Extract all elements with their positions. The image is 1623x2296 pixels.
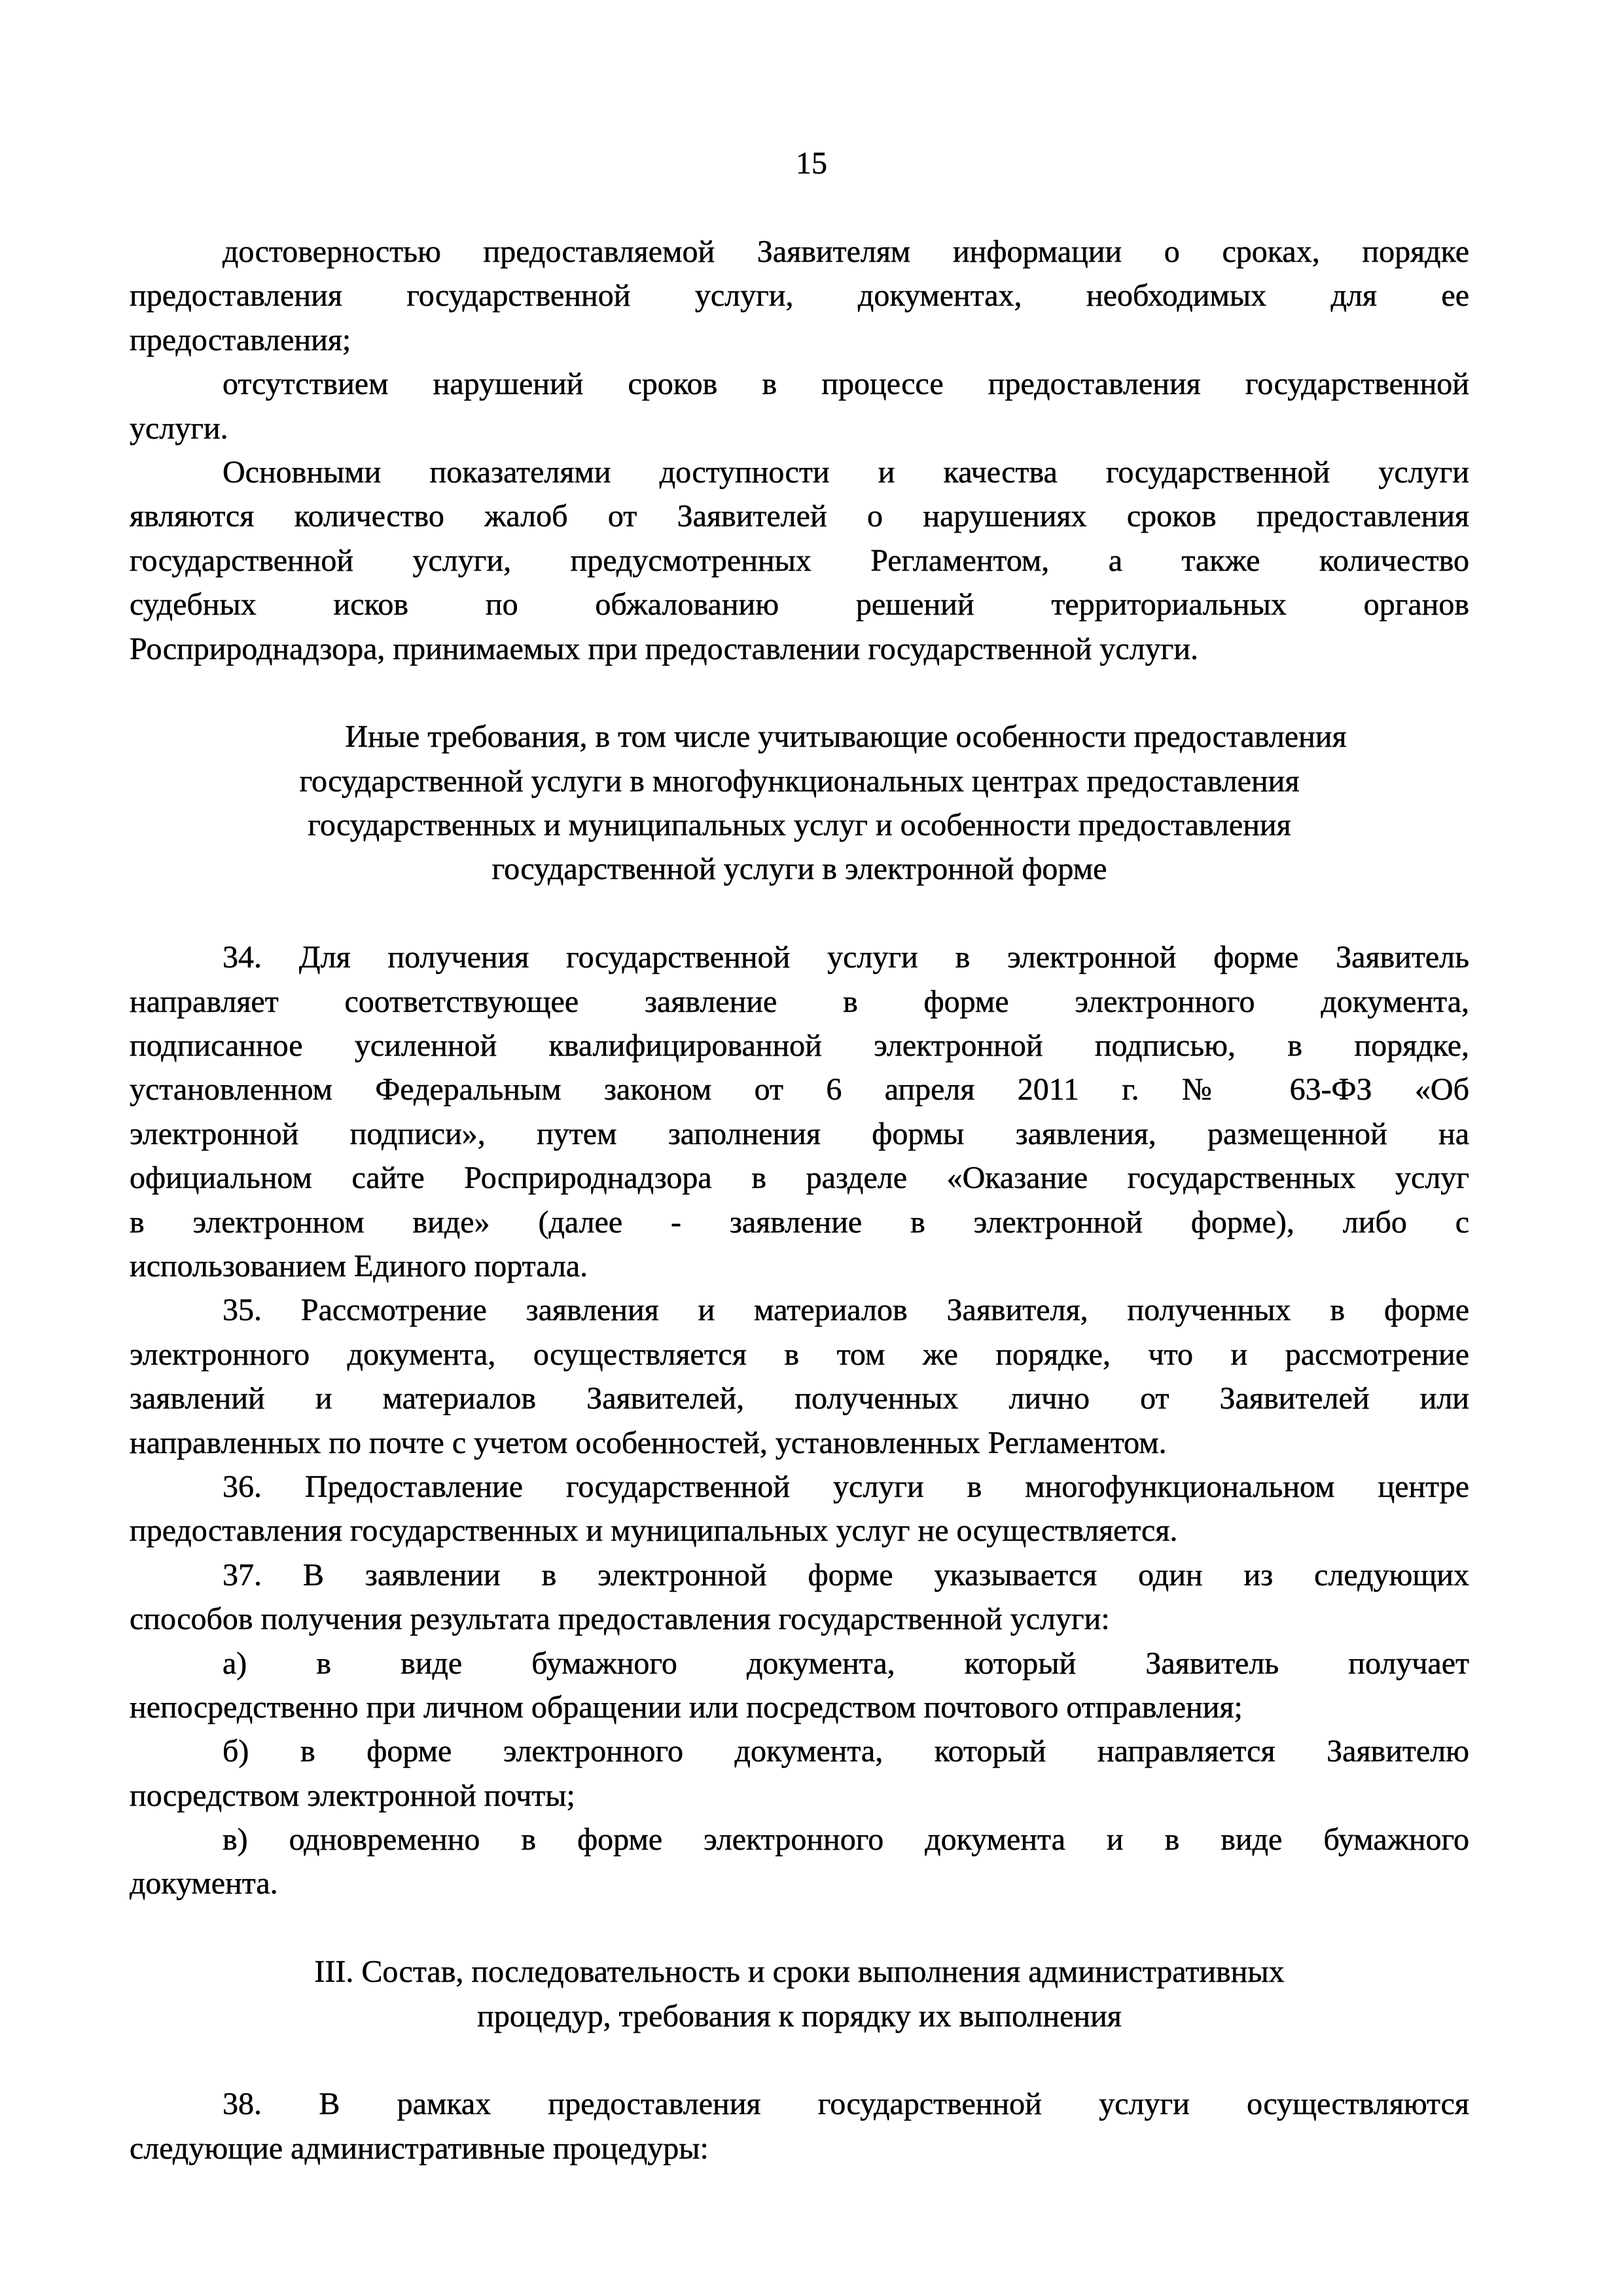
- text-line: III. Состав, последовательность и сроки выполнения административных: [314, 1954, 1285, 1990]
- text-line: 35. Рассмотрение заявления и материалов Заявителя, полученных в форме: [223, 1293, 1469, 1328]
- text-line: услуги.: [130, 410, 228, 446]
- paragraph: [130, 1288, 1469, 1465]
- text-line: 34. Для получения государственной услуги в электронной форме Заявитель: [223, 940, 1469, 975]
- text-line: направленных по почте с учетом особенностей, установленных Регламентом.: [130, 1425, 1167, 1460]
- text-line: судебных исков по обжалованию решений территориальных органов: [130, 587, 1469, 622]
- blank-line: [130, 2038, 1469, 2082]
- text-line: государственных и муниципальных услуг и особенности предоставления: [308, 808, 1291, 843]
- paragraph: [130, 230, 1469, 362]
- text-line: предоставления;: [130, 322, 351, 357]
- paragraph: [130, 935, 1469, 1288]
- text-line: следующие административные процедуры:: [130, 2130, 709, 2166]
- text-line: достоверностью предоставляемой Заявителям информации о сроках, порядке: [223, 234, 1469, 269]
- text-line: в) одновременно в форме электронного документа и в виде бумажного: [223, 1822, 1469, 1857]
- text-line: 36. Предоставление государственной услуги в многофункциональном центре: [223, 1469, 1469, 1504]
- text-line: Иные требования, в том числе учитывающие особенности предоставления: [345, 719, 1347, 755]
- text-line: б) в форме электронного документа, который направляется Заявителю: [223, 1734, 1469, 1769]
- document-content: [130, 230, 1469, 2170]
- paragraph: [130, 1553, 1469, 1641]
- paragraph: [130, 362, 1469, 450]
- section-heading: [130, 715, 1469, 891]
- text-line: 38. В рамках предоставления государственной услуги осуществляются: [223, 2087, 1469, 2122]
- text-line: подписанное усиленной квалифицированной электронной подписью, в порядке,: [130, 1028, 1469, 1064]
- text-line: электронного документа, осуществляется в том же порядке, что и рассмотрение: [130, 1336, 1469, 1372]
- text-line: являются количество жалоб от Заявителей о нарушениях сроков предоставления: [130, 499, 1469, 534]
- text-line: процедур, требования к порядку их выполнения: [477, 1998, 1122, 2034]
- text-line: 37. В заявлении в электронной форме указывается один из следующих: [223, 1557, 1469, 1592]
- text-line: предоставления государственных и муниципальных услуг не осуществляется.: [130, 1513, 1178, 1549]
- text-line: государственной услуги в электронной форме: [491, 852, 1107, 887]
- paragraph: [130, 1465, 1469, 1553]
- text-line: непосредственно при личном обращении или посредством почтового отправления;: [130, 1689, 1243, 1725]
- paragraph: [130, 2082, 1469, 2170]
- blank-line: [130, 891, 1469, 935]
- blank-line: [130, 1906, 1469, 1950]
- text-line: в электронном виде» (далее - заявление в электронной форме), либо с: [130, 1204, 1469, 1240]
- text-line: способов получения результата предоставления государственной услуги:: [130, 1602, 1110, 1637]
- text-line: предоставления государственной услуги, документах, необходимых для ее: [130, 278, 1469, 314]
- paragraph: [130, 450, 1469, 671]
- text-line: а) в виде бумажного документа, который Заявитель получает: [223, 1645, 1469, 1681]
- paragraph: [130, 1818, 1469, 1906]
- text-line: Росприроднадзора, принимаемых при предоставлении государственной услуги.: [130, 631, 1199, 666]
- text-line: государственной услуги в многофункциональных центрах предоставления: [299, 763, 1300, 798]
- text-line: государственной услуги, предусмотренных Регламентом, а также количество: [130, 543, 1469, 578]
- text-line: заявлений и материалов Заявителей, полученных лично от Заявителей или: [130, 1381, 1469, 1416]
- text-line: Основными показателями доступности и качества государственной услуги: [223, 454, 1469, 490]
- section-heading: [130, 1950, 1469, 2038]
- text-line: направляет соответствующее заявление в форме электронного документа,: [130, 984, 1469, 1019]
- text-line: установленном Федеральным законом от 6 апреля 2011 г. № 63-ФЗ «Об: [130, 1072, 1469, 1107]
- paragraph: [130, 1641, 1469, 1730]
- text-line: отсутствием нарушений сроков в процессе предоставления государственной: [223, 367, 1469, 402]
- text-line: посредством электронной почты;: [130, 1778, 575, 1813]
- text-line: официальном сайте Росприроднадзора в разделе «Оказание государственных услуг: [130, 1160, 1469, 1196]
- text-line: использованием Единого портала.: [130, 1248, 588, 1283]
- blank-line: [130, 671, 1469, 715]
- page-number: 15: [796, 146, 827, 181]
- text-line: электронной подписи», путем заполнения формы заявления, размещенной на: [130, 1116, 1469, 1151]
- paragraph: [130, 1729, 1469, 1818]
- text-line: документа.: [130, 1866, 278, 1901]
